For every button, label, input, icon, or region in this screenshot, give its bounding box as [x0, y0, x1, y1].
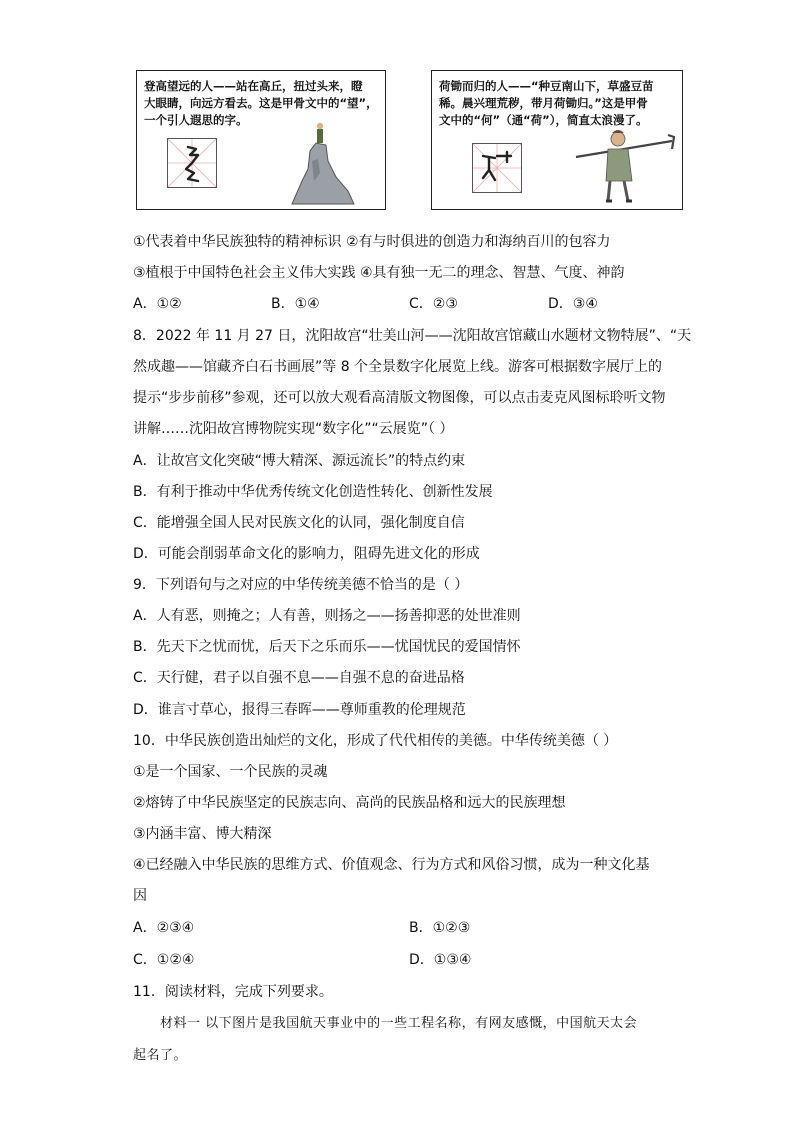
q11-stem: 11．阅读材料，完成下列要求。 [133, 984, 333, 1000]
panel-caption-line: 文中的“何”（通“荷”），简直太浪漫了。 [439, 113, 648, 127]
q10-statement-line: ②熔铸了中华民族坚定的民族志向、高尚的民族品格和远大的民族理想 [133, 795, 566, 811]
panel-caption-line: 一个引人遐思的字。 [144, 113, 248, 127]
q8-option-b[interactable]: B．有利于推动中华优秀传统文化创造性转化、创新性发展 [133, 484, 493, 500]
q8-stem-line: 讲解……沈阳故宫博物院实现“数字化”“云展览”（ ） [133, 421, 454, 437]
q7-option-a[interactable]: A．①② [133, 296, 182, 312]
q8-stem-line: 然成趣——馆藏齐白石书画展”等 8 个全景数字化展览上线。游客可根据数字展厅上的 [133, 359, 663, 375]
q9-option-c[interactable]: C．天行健，君子以自强不息——自强不息的奋进品格 [133, 670, 465, 686]
q8-stem-line: 提示“步步前移”参观，还可以放大观看高清版文物图像，可以点击麦克风图标聆听文物 [133, 390, 666, 406]
oracle-glyph-wang-image [167, 138, 217, 188]
q9-option-b[interactable]: B．先天下之忧而忧，后天下之乐而乐——忧国忧民的爱国情怀 [133, 639, 521, 655]
q11-material-line: 材料一 以下图片是我国航天事业中的一些工程名称，有网友感慨，中国航天太会 [160, 1016, 638, 1031]
oracle-glyph-he-image [472, 143, 522, 193]
q7-option-b[interactable]: B．①④ [271, 296, 320, 312]
q9-stem: 9．下列语句与之对应的中华传统美德不恰当的是（ ） [133, 577, 469, 593]
q10-statement-line: ③内涵丰富、博大精深 [133, 826, 272, 842]
q10-option-b[interactable]: B．①②③ [409, 920, 471, 936]
q8-option-c[interactable]: C．能增强全国人民对民族文化的认同，强化制度自信 [133, 515, 465, 531]
hill-figure-image [282, 121, 362, 206]
illustration-panel-he [431, 70, 683, 210]
q9-option-a[interactable]: A．人有恶，则掩之；人有善，则扬之——扬善抑恶的处世准则 [133, 608, 521, 624]
q10-statement-line: ①是一个国家、一个民族的灵魂 [133, 764, 328, 780]
q10-option-d[interactable]: D．①③④ [409, 952, 472, 968]
q7-option-c[interactable]: C．②③ [409, 296, 458, 312]
panel-caption-line: 稀。晨兴理荒秽，带月荷锄归。”这是甲骨 [439, 96, 648, 110]
panel-caption-line: 大眼睛，向远方看去。这是甲骨文中的“望”， [144, 96, 378, 110]
q8-option-a[interactable]: A．让故宫文化突破“博大精深、源远流长”的特点约束 [133, 453, 466, 469]
q9-option-d[interactable]: D．谁言寸草心，报得三春晖——尊师重教的伦理规范 [133, 702, 466, 718]
illustration-panel-wang [136, 70, 386, 210]
q7-statement-line: ①代表着中华民族独特的精神标识 ②有与时俱进的创造力和海纳百川的包容力 [133, 234, 611, 250]
q10-option-c[interactable]: C．①②④ [133, 952, 195, 968]
q10-statement-line: ④已经融入中华民族的思维方式、价值观念、行为方式和风俗习惯，成为一种文化基 [133, 857, 650, 873]
q10-option-a[interactable]: A．②③④ [133, 920, 195, 936]
q7-option-d[interactable]: D．③④ [548, 296, 598, 312]
farmer-with-hoe-image [572, 121, 677, 206]
q7-statement-line: ③植根于中国特色社会主义伟大实践 ④具有独一无二的理念、智慧、气度、神韵 [133, 265, 625, 281]
panel-caption-line: 荷锄而归的人——“种豆南山下，草盛豆苗 [439, 79, 654, 93]
q10-statement-line: 因 [133, 888, 147, 904]
q10-stem: 10．中华民族创造出灿烂的文化，形成了代代相传的美德。中华传统美德（ ） [133, 733, 618, 749]
panel-caption-line: 登高望远的人——站在高丘，扭过头来，瞪 [144, 79, 363, 93]
q8-option-d[interactable]: D．可能会削弱革命文化的影响力，阻碍先进文化的形成 [133, 546, 480, 562]
q11-material-line: 起名了。 [133, 1048, 188, 1063]
q8-stem-line: 8．2022 年 11 月 27 日，沈阳故宫“壮美山河——沈阳故宫馆藏山水题材文物特展”、“天 [133, 328, 692, 344]
